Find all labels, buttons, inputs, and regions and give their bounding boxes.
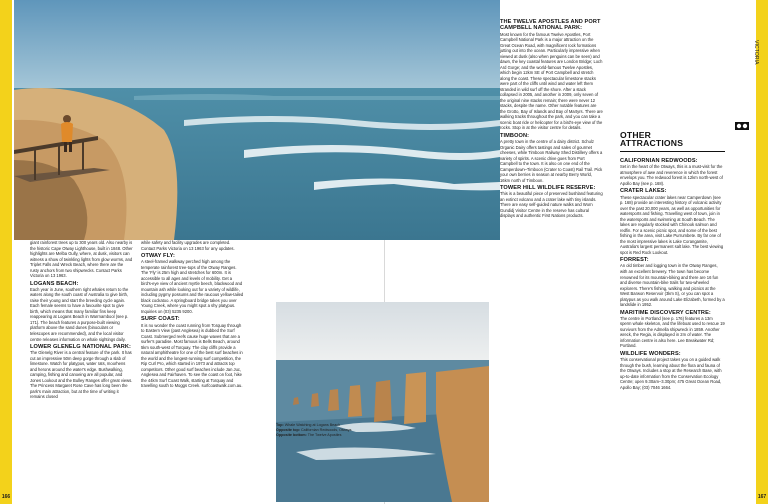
person-head	[63, 115, 71, 123]
heading-tower-hill: TOWER HILL WILDLIFE RESERVE:	[500, 185, 596, 192]
caption-text: Whale Watching at Logans Beach	[284, 423, 341, 427]
heading-twelve-apostles: THE TWELVE APOSTLES AND PORT CAMPBELL NATIONAL PARK:	[500, 19, 601, 32]
other-attractions-line-1: OTHER	[620, 130, 652, 140]
heading-wildlife-wonders: WILDLIFE WONDERS:	[620, 350, 681, 357]
caption-label: Opposite top:	[276, 427, 300, 432]
heading-lower-glenelg: LOWER GLENELG NATIONAL PARK:	[30, 344, 131, 351]
right-page-edge-tab	[756, 0, 768, 504]
binoculars-icon	[735, 122, 749, 130]
heading-crater-lakes: CRATER LAKES:	[620, 188, 667, 195]
paragraph: A steel-framed walkway perched high among the temperate rainforest tree-tops of the Otway Ranges. The 'Fly' is 25m high and stretches for 600m. It is accessible to all ages and levels of mobility. Get a bird's-eye view of ancient myrtle beech, blackwood and mountain ash while looking out for a variety of wildlife, including pygmy possums and the raucous yellow-tailed black cockatoo. A springboard bridge takes you over Young Creek, where you might spot a shy platypus. Inquiries on (03) 5235 9200.	[141, 259, 244, 314]
left-page-number: 166	[1, 494, 11, 500]
paragraph: The centre in Portland (see p. 176) features a 13m sperm whale skeleton, and the lifeboat used to rescue 19 survivors from the Admella shipwreck in 1859. Another wreck, the Regia, is displayed in 2m of water. The information centre is also here. Lee Breakwater Rd; Portland.	[620, 315, 725, 349]
sky	[14, 0, 500, 90]
caption-label: Opposite bottom:	[276, 432, 307, 437]
caption-label: Top:	[276, 423, 284, 427]
left-column-2	[141, 240, 244, 391]
heading-maritime-discovery: MARITIME DISCOVERY CENTRE:	[620, 309, 711, 316]
rock-stack	[348, 385, 362, 417]
heading-rule	[620, 151, 725, 152]
caption-text: Californian Redwoods, Otways	[301, 427, 352, 432]
photo-caption	[276, 423, 356, 438]
rock-stack	[404, 372, 426, 424]
paragraph: A pretty town in the centre of a dairy district. Schulz Organic Dairy offers tastings and sales of gourmet cheeses, while Timboon Railway Shed Distillery offers a variety of spirits. A scenic drive goes from Port Campbell to the town. It is also on one end of the Camperdown–Timboon (Crater to Coast) Rail Trail. Pick your own berries in season at nearby Berry World, 16km north of Timboon.	[500, 139, 603, 183]
paragraph: An old timber and logging town in the Otway Ranges, with an excellent brewery. The town has become renowned for its mountain-biking and there are 16 fun and diverse mountain-bike trails for two-wheeled explorers. There's fishing, walking and picnics at the West Barwon Reservoir (3km S), or you can spot a platypus as you walk around Lake Elizabeth, formed by a landslide in 1952.	[620, 263, 725, 308]
left-column-1	[30, 240, 133, 402]
caption-text: The Twelve Apostles	[307, 432, 342, 437]
right-running-region-label: VICTORIA	[753, 40, 759, 65]
paragraph: This conservational project takes you on a guided walk through the bush, learning about the flora and fauna of the Otways. Includes a stop at the Research Base, with up-to-date information from the Conservation Ecology Centre; open 9.30am–3.30pm; 475 Great Ocean Road, Apollo Bay; (03) 7046 1664.	[620, 357, 722, 390]
rock-stack	[374, 380, 392, 422]
heading-timboon: TIMBOON:	[500, 132, 530, 139]
heading-surf-coast: SURF COAST:	[141, 316, 180, 323]
paragraph: giant rainforest trees up to 300 years old. Also nearby is the historic Cape Otway Lighthouse, built in 1848. Other highlights are Melba Gully, where, at dusk, visitors can witness a show of twinkling lights from glow worms, and Triplet Falls and Wreck Beach, where there are the rusty anchors from two shipwrecks. Contact Parks Victoria on 13 1963.	[30, 240, 133, 279]
heading-forrest: FORREST:	[620, 257, 649, 264]
paragraph: These spectacular crater lakes near Camperdown (see p. 168) provide an interesting history of volcanic activity over the past 20,000 years, as well as opportunities for watersports and fishing. Travelling west of town, join in the watersports and swimming at South Beach. The lakes are regularly stocked with Chinook salmon and redfin. For a scenic picnic spot, and some of the best fishing in the area, visit Lake Purrumbete. By far one of the most impressive lakes is Lake Corangamite, Australia's largest permanent salt lake. The best viewing spot is Red Rock Lookout.	[620, 194, 724, 255]
other-attractions-heading	[620, 131, 725, 152]
paragraph: Most known for the famous Twelve Apostles, Port Campbell National Park is a major attraction on the Great Ocean Road, with magnificent rock formations jutting out into the ocean. Particularly impressive when viewed at dusk (also when penguins can be seen) and dawn, the key coastal features are London Bridge; Loch Ard Gorge; and the world-famous Twelve Apostles, which begin 12km SE of Port Campbell and stretch along the coast. These spectacular limestone stacks were part of the cliffs until wind and water left them stranded in wild surf off the shore. After a stack collapsed in 2005, and another in 2009, only seven of the original nine stacks remain; there were never 12 stacks, despite the name. Other notable features are the Grotto, Bay of Islands and Bay of Martyrs. There are walking tracks throughout the park, and you can take a scenic boat ride or helicopter for a bird's-eye view of the rocks. Stop in at the visitor centre for details.	[500, 31, 603, 131]
heading-californian-redwoods: CALIFORNIAN REDWOODS:	[620, 158, 698, 164]
heading-otway-fly: OTWAY FLY:	[141, 253, 175, 260]
twelve-apostles-photo	[276, 302, 489, 502]
paragraph: It is no wonder the coast running from Torquay through to Eastern View (past Anglesea) is dubbed the Surf Coast. Submerged reefs cause huge waves that are a surfer's paradise. Most famous is Bells Beach, around 5km south-west of Torquay. The clay cliffs provide a natural amphitheatre for one of the best surf beaches in the world and the longest-running surf competition, the Rip Curl Pro, which started in 1973 and attracts top competitors. Other good surf beaches include Jan Juc, Anglesea and Fairhaven. To see the coast on foot, hike the 44km Surf Coast Walk, starting at Torquay and travelling south to Moggs Creek. surfcoastwalk.com.au.	[141, 322, 243, 389]
heading-logans-beach: LOGANS BEACH:	[30, 280, 79, 287]
paragraph: while safety and facility upgrades are completed. Contact Parks Victoria on 13 1963 for any updates.	[141, 240, 235, 251]
right-page-number: 167	[757, 494, 767, 500]
left-page-edge-tab	[0, 0, 12, 504]
right-column-2	[620, 158, 725, 392]
person-body	[61, 122, 73, 142]
right-column-1	[500, 19, 603, 221]
paragraph: Each year in June, southern right whales return to the waters along the south coast of Australia to give birth, raise their young and start the breeding cycle again. Each female seems to have a favourite spot to give birth, which means that many familiar fins keep reappearing at Logans Beach in Warrnambool (see p. 171). The beach features a purpose-built viewing platform above the sand dunes (binoculars or telescopes are recommended), and the local visitor centre releases information on whale sightings daily.	[30, 286, 129, 342]
other-attractions-line-2: ATTRACTIONS	[620, 138, 684, 149]
whale-watching-photo	[14, 0, 500, 240]
paragraph: Set in the heart of the Otways, this is a must-visit for the atmosphere of awe and reverence in which the forest envelops you. The redwood forest is 12km north-west of Apollo Bay (see p. 168).	[620, 164, 723, 186]
rock-stack	[311, 393, 319, 407]
paragraph: The Glenelg River is a central feature of the park. It has cut an impressive 50m deep gorge through a slab of limestone. Watch for platypus, water rats, moorhens and herons around the water's edge. Bushwalking, camping, fishing and canoeing are all popular, and Jones Lookout and the Bulley Ranges offer great views. The Princess Margaret Rose Cave has long been the park's main attraction, but at the time of writing it remains closed	[30, 350, 133, 400]
paragraph: This is a beautiful piece of preserved bushland featuring an extinct volcano and a crater lake with tiny islands. There are easy self-guided nature walks and Worn Gundidj Visitor Centre in the reserve has cultural displays and authentic First Nations products.	[500, 191, 603, 219]
